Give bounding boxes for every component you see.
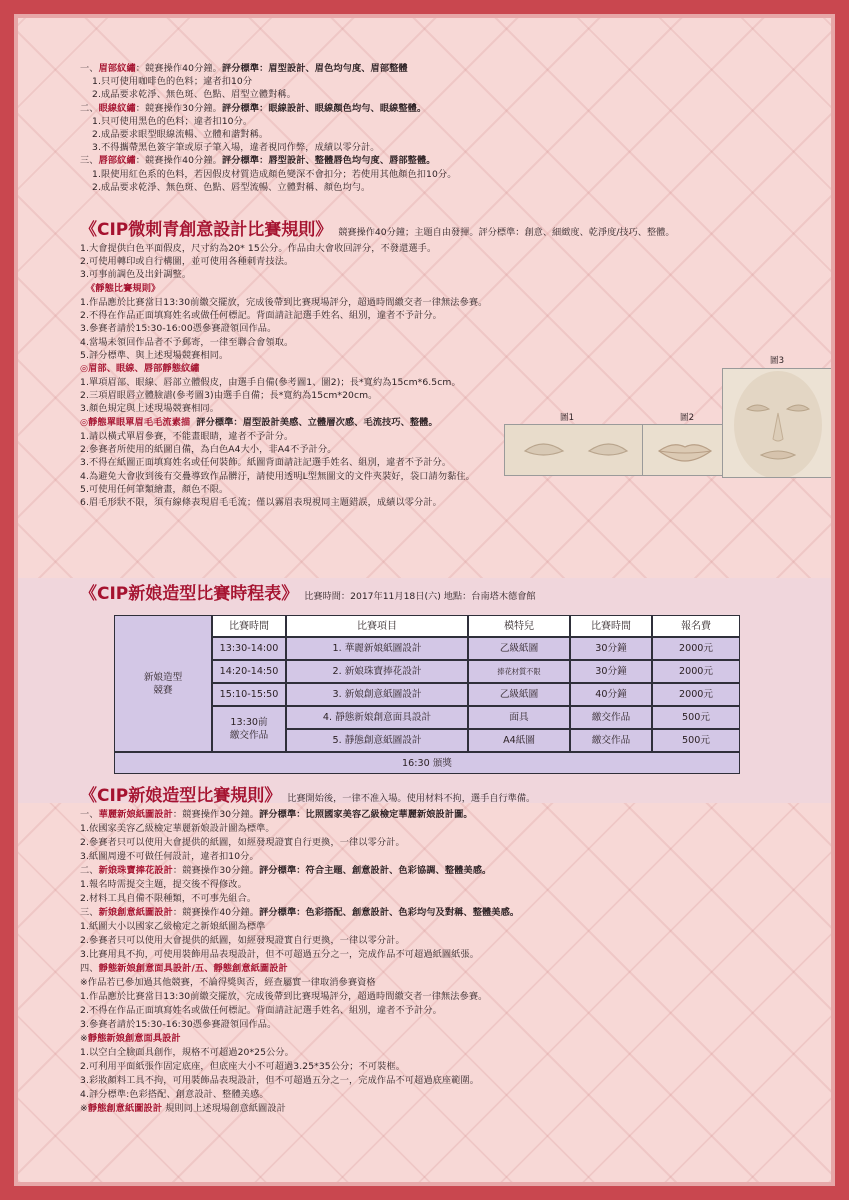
- intro-rule-line: 1.限使用紅色系的色料，若因假皮材質造成顏色變深不會扣分；若使用其他顏色扣10分。: [92, 168, 457, 180]
- drawing-rule-line: 5.可使用任何筆類繪畫，顏色不限。: [80, 483, 229, 495]
- bride-rules-note: 使用材料不拘，選手自行準備。: [406, 793, 536, 804]
- intro-rule-line-r: 眼線紋繡: [98, 102, 136, 114]
- bride-rule-line: [80, 864, 491, 877]
- intro-rule-line-b: 評分標準：眼線設計、眼線顏色均勻、眼線整體。: [221, 102, 427, 114]
- row3-duration: 40分鐘: [570, 683, 652, 706]
- intro-rule-line-mid: ：競賽操作30分鐘。: [135, 102, 222, 114]
- row4-duration: 繳交作品: [570, 706, 652, 729]
- figure2-lip-prosthetic-image: [642, 424, 728, 476]
- merged-submit-time: 13:30前 繳交作品: [212, 706, 286, 752]
- intro-rule-line-pre: 三、: [80, 155, 99, 167]
- figure3-caption: 圖3: [770, 356, 785, 366]
- row5-model: A4紙圖: [468, 729, 570, 752]
- schedule-title: 《CIP新娘造型比賽時程表》 比賽時間：2017年11月18日(六) 地點：台南塔木德會館: [80, 584, 536, 604]
- drawing-rules-title: [80, 416, 438, 429]
- bride-rules-note-bold: 比賽開始後，一律不准入場。: [287, 793, 407, 804]
- row2-model: 捧花材質不限: [468, 660, 570, 683]
- intro-rule-line-r: 唇部紋繡: [98, 155, 136, 167]
- bride-rule-line: [80, 1102, 286, 1115]
- static-rule-line: 2.不得在作品正面填寫姓名或做任何標記。背面請註記選手姓名、組別，違者不予計分。: [80, 310, 442, 322]
- row5-item: 5. 靜態創意紙圖設計: [286, 729, 468, 752]
- bride-rule-line: 3.彩妝顏料工具不拘，可用裝飾品表現設計，但不可超過五分之一，完成作品不可超過底座範圍。: [80, 1074, 480, 1086]
- drawing-rule-line: 2.參賽者所使用的紙圖自備，為白色A4大小，非A4不予計分。: [80, 444, 337, 456]
- figure1-caption: 圖1: [560, 413, 575, 423]
- bride-rule-line: 1.依國家美容乙級檢定華麗新娘設計圖為標準。: [80, 822, 275, 834]
- header-item: 比賽項目: [286, 615, 468, 637]
- bride-rule-line-b: 評分標準：符合主題、創意設計、色彩協調、整體美感。: [259, 864, 492, 876]
- tattoo-rule-line: 1.大會提供白色平面假皮，尺寸約為20* 15公分。作品由大會收回評分，不發還選手。: [80, 243, 437, 254]
- bride-rule-line-r: 華麗新娘紙圖設計: [98, 809, 173, 820]
- static-rule-line: 5.評分標準、與上述現場競賽相同。: [80, 349, 229, 361]
- bride-rule-line: 3.參賽者請於15:30-16:30憑參賽證領回作品。: [80, 1018, 277, 1030]
- bride-rule-line-pre: 四、: [80, 962, 99, 974]
- row2-time: 14:20-14:50: [212, 660, 286, 683]
- schedule-table: [114, 598, 740, 769]
- row2-fee: 2000元: [652, 660, 740, 683]
- prosthetic-rules-title: ◎眉部、眼線、唇部靜態紋繡: [80, 363, 200, 374]
- bride-rule-line: 2.不得在作品正面填寫姓名或做任何標記。背面請註記選手姓名、組別，違者不予計分。: [80, 1004, 442, 1016]
- intro-rule-line: 1.只可使用黑色的色料；違者扣10分。: [92, 115, 253, 127]
- static-rules-title: 《靜態比賽規則》: [86, 283, 161, 294]
- row1-item: 1. 華麗新娘紙圖設計: [286, 637, 468, 660]
- tattoo-rule-line: 3.可事前調色及出針調整。: [80, 269, 192, 281]
- bride-rule-line-mid: ：競賽操作40分鐘。: [172, 906, 260, 918]
- intro-rule-line-pre: 一、: [80, 63, 99, 74]
- prosthetic-rule-line: 2.三項眉眼唇立體臉譜(參考圖3)由選手自備；長*寬約為15cm*20cm。: [80, 390, 378, 402]
- bride-rule-line: 2.參賽者只可以使用大會提供的紙圖，如經發現證實自行更換，一律以零分計。: [80, 934, 405, 946]
- bride-rule-line: [80, 808, 473, 821]
- bride-rule-line: 1.作品應於比賽當日13:30前繳交擺放，完成後帶到比賽現場評分，超過時間繳交者一律無法參賽。: [80, 990, 488, 1002]
- drawing-rule-line: 4.為避免大會收到後有交疊導致作品髒汙，請使用透明L型無圖文的文件夾裝好，袋口請勿黏住。: [80, 470, 475, 482]
- static-rule-line: 3.參賽者請於15:30-16:00憑參賽證領回作品。: [80, 323, 277, 335]
- bride-rule-line-pre: 三、: [80, 906, 99, 918]
- intro-rule-line-b: 評分標準：眉型設計、眉色均勻度、眉部整體: [221, 63, 408, 74]
- document-body: [18, 18, 831, 1182]
- header-time: 比賽時間: [212, 615, 286, 637]
- bride-rule-line-r: 靜態新娘創意面具設計: [87, 1032, 181, 1044]
- intro-rule-line: 3.不得攜帶黑色簽字筆或原子筆入場，違者視同作弊，成績以零分計。: [92, 142, 380, 154]
- row4-item: 4. 靜態新娘創意面具設計: [286, 706, 468, 729]
- intro-rule-line: 2.成品要求乾淨、無色斑、色點、眉型立體對稱。: [92, 89, 297, 101]
- row5-duration: 繳交作品: [570, 729, 652, 752]
- header-fee: 報名費: [652, 615, 740, 637]
- bride-rule-line-b: 評分標準：色彩搭配、創意設計、色彩均勻及對稱、整體美感。: [259, 906, 520, 918]
- figure2-caption: 圖2: [680, 413, 695, 423]
- drawing-criteria-text: 評分標準：眉型設計美感、立體層次感、毛流技巧、整體。: [196, 417, 438, 428]
- group-label-cell: 新娘造型 競賽: [114, 615, 212, 752]
- bride-rule-line: [80, 1032, 181, 1045]
- intro-rule-line: 1.只可使用咖啡色的色料；違者扣10分: [92, 76, 253, 88]
- prosthetic-rule-line: 1.單項眉部、眼線、唇部立體假皮，由選手自備(參考圖1、圖2)；長*寬約為15cm*6.5cm。: [80, 377, 461, 388]
- bride-rule-line-mid: ：競賽操作30分鐘。: [172, 864, 260, 876]
- row4-model: 面具: [468, 706, 570, 729]
- row5-fee: 500元: [652, 729, 740, 752]
- bride-rule-line-mid: 規則同上述現場創意紙圖設計: [162, 1102, 286, 1114]
- bride-rule-line-r: 靜態新娘創意面具設計/五、靜態創意紙圖設計: [98, 962, 288, 974]
- drawing-title-text: ◎靜態單眼單眉毛毛流素描: [80, 417, 191, 428]
- prosthetic-rule-line: 3.顏色規定與上述現場競賽相同。: [80, 403, 219, 415]
- bride-rules-title: 《CIP新娘造型比賽規則》 比賽開始後，一律不准入場。使用材料不拘，選手自行準備。: [80, 786, 536, 806]
- static-rule-line: 4.當場未領回作品者不予郵寄，一律至聯合會領取。: [80, 336, 294, 348]
- intro-rule-line: 2.成品要求眼型眼線流暢、立體和諧對稱。: [92, 129, 269, 140]
- intro-rule-line-b: 評分標準：唇型設計、整體唇色均勻度、唇部整體。: [221, 155, 436, 167]
- bride-rule-line: 3.紙圖周邊不可做任何設計，違者扣10分。: [80, 850, 259, 862]
- bride-rule-line: 2.可利用平面紙張作固定底座，但底座大小不可超過3.25*35公分；不可裝框。: [80, 1060, 406, 1072]
- drawing-rule-line: 3.不得在紙圖正面填寫姓名或任何裝飾。紙圖背面請註記選手姓名、組別，違者不予計分。: [80, 457, 452, 469]
- tattoo-rules-title: 《CIP微刺青創意設計比賽規則》 競賽操作40分鐘；主題自由發揮。評分標準：創意、細緻度、乾淨度/技巧、整體。: [80, 220, 675, 240]
- row1-fee: 2000元: [652, 637, 740, 660]
- drawing-rule-line: 6.眉毛形狀不限，須有線條表現眉毛毛流；僅以霧眉表現視同主題錯誤，成績以零分計。: [80, 497, 442, 508]
- bride-rule-line-mid: ：競賽操作30分鐘。: [172, 809, 260, 820]
- bride-rule-line-r: 新娘創意紙圖設計: [98, 906, 173, 918]
- tattoo-rules-note: 競賽操作40分鐘；主題自由發揮。: [338, 227, 479, 238]
- row2-item: 2. 新娘珠寶捧花設計: [286, 660, 468, 683]
- figure1-eye-prosthetic-image: [504, 424, 648, 476]
- bride-rule-line-r: 靜態創意紙圖設計: [87, 1102, 163, 1114]
- award-ceremony-row: 16:30 頒獎: [114, 752, 740, 774]
- bride-rule-line: 2.參賽者只可以使用大會提供的紙圖，如經發現證實自行更換，一律以零分計。: [80, 836, 405, 848]
- bride-rule-line: 1.報名時需提交主題，提交後不得修改。: [80, 878, 247, 890]
- bride-rule-line-pre: 二、: [80, 864, 99, 876]
- intro-rule-line-pre: 二、: [80, 102, 99, 114]
- intro-rule-line-mid: ：競賽操作40分鐘。: [135, 155, 222, 167]
- row3-time: 15:10-15:50: [212, 683, 286, 706]
- intro-rule-line-mid: ：競賽操作40分鐘。: [135, 63, 222, 74]
- page-frame: [14, 14, 835, 1186]
- bride-rule-line: [80, 962, 288, 975]
- bride-rule-line-pre: ※: [80, 1102, 88, 1114]
- schedule-info: 比賽時間：2017年11月18日(六) 地點：台南塔木德會館: [304, 591, 536, 602]
- header-duration: 比賽時間: [570, 615, 652, 637]
- bride-rule-line: 1.以空白全臉面具創作，規格不可超過20*25公分。: [80, 1046, 294, 1058]
- row1-time: 13:30-14:00: [212, 637, 286, 660]
- bride-rule-line-b: 評分標準：比照國家美容乙級檢定華麗新娘設計圖。: [259, 809, 473, 820]
- row3-item: 3. 新娘創意紙圖設計: [286, 683, 468, 706]
- figure3-face-prosthetic-image: [722, 368, 834, 478]
- row4-fee: 500元: [652, 706, 740, 729]
- bride-rule-line: 1.紙圖大小以國家乙級檢定之新娘紙圖為標準: [80, 920, 266, 932]
- row3-fee: 2000元: [652, 683, 740, 706]
- header-model: 模特兒: [468, 615, 570, 637]
- tattoo-rules-criteria: 評分標準：創意、細緻度、乾淨度/技巧、整體。: [478, 227, 675, 238]
- intro-rule-line: [80, 62, 408, 75]
- intro-rule-line-r: 眉部紋繡: [98, 63, 136, 74]
- intro-rule-line: [80, 154, 436, 167]
- bride-rule-line: 2.材料工具自備不限種類，不可事先組合。: [80, 892, 257, 904]
- row2-duration: 30分鐘: [570, 660, 652, 683]
- bride-rule-line: ※作品若已參加過其他競賽，不論得獎與否，經查屬實一律取消參賽資格: [80, 976, 376, 988]
- drawing-rule-line: 1.請以橫式單眉參賽，不能畫眼睛，違者不予計分。: [80, 431, 294, 442]
- tattoo-rule-line: 2.可使用轉印或自行構圖，並可使用各種刺青技法。: [80, 256, 294, 268]
- bride-rule-line-pre: 一、: [80, 809, 99, 820]
- bride-rule-line: [80, 906, 519, 919]
- intro-rule-line: 2.成品要求乾淨、無色斑、色點、唇型流暢、立體對稱、顏色均勻。: [92, 181, 371, 193]
- static-rule-line: 1.作品應於比賽當日13:30前繳交擺放，完成後帶到比賽現場評分，超過時間繳交者一律無法參賽。: [80, 297, 488, 308]
- bride-rule-line-r: 新娘珠寶捧花設計: [98, 864, 173, 876]
- intro-rule-line: [80, 102, 426, 115]
- bride-rule-line: 3.比賽用具不拘，可使用裝飾用品表現設計，但不可超過五分之一，完成作品不可超過紙圖紙張。: [80, 948, 480, 960]
- bride-rule-line: 4.評分標準:色彩搭配、創意設計、整體美感。: [80, 1088, 269, 1100]
- row3-model: 乙級紙圖: [468, 683, 570, 706]
- bride-rule-line-pre: ※: [80, 1032, 88, 1044]
- row1-duration: 30分鐘: [570, 637, 652, 660]
- row1-model: 乙級紙圖: [468, 637, 570, 660]
